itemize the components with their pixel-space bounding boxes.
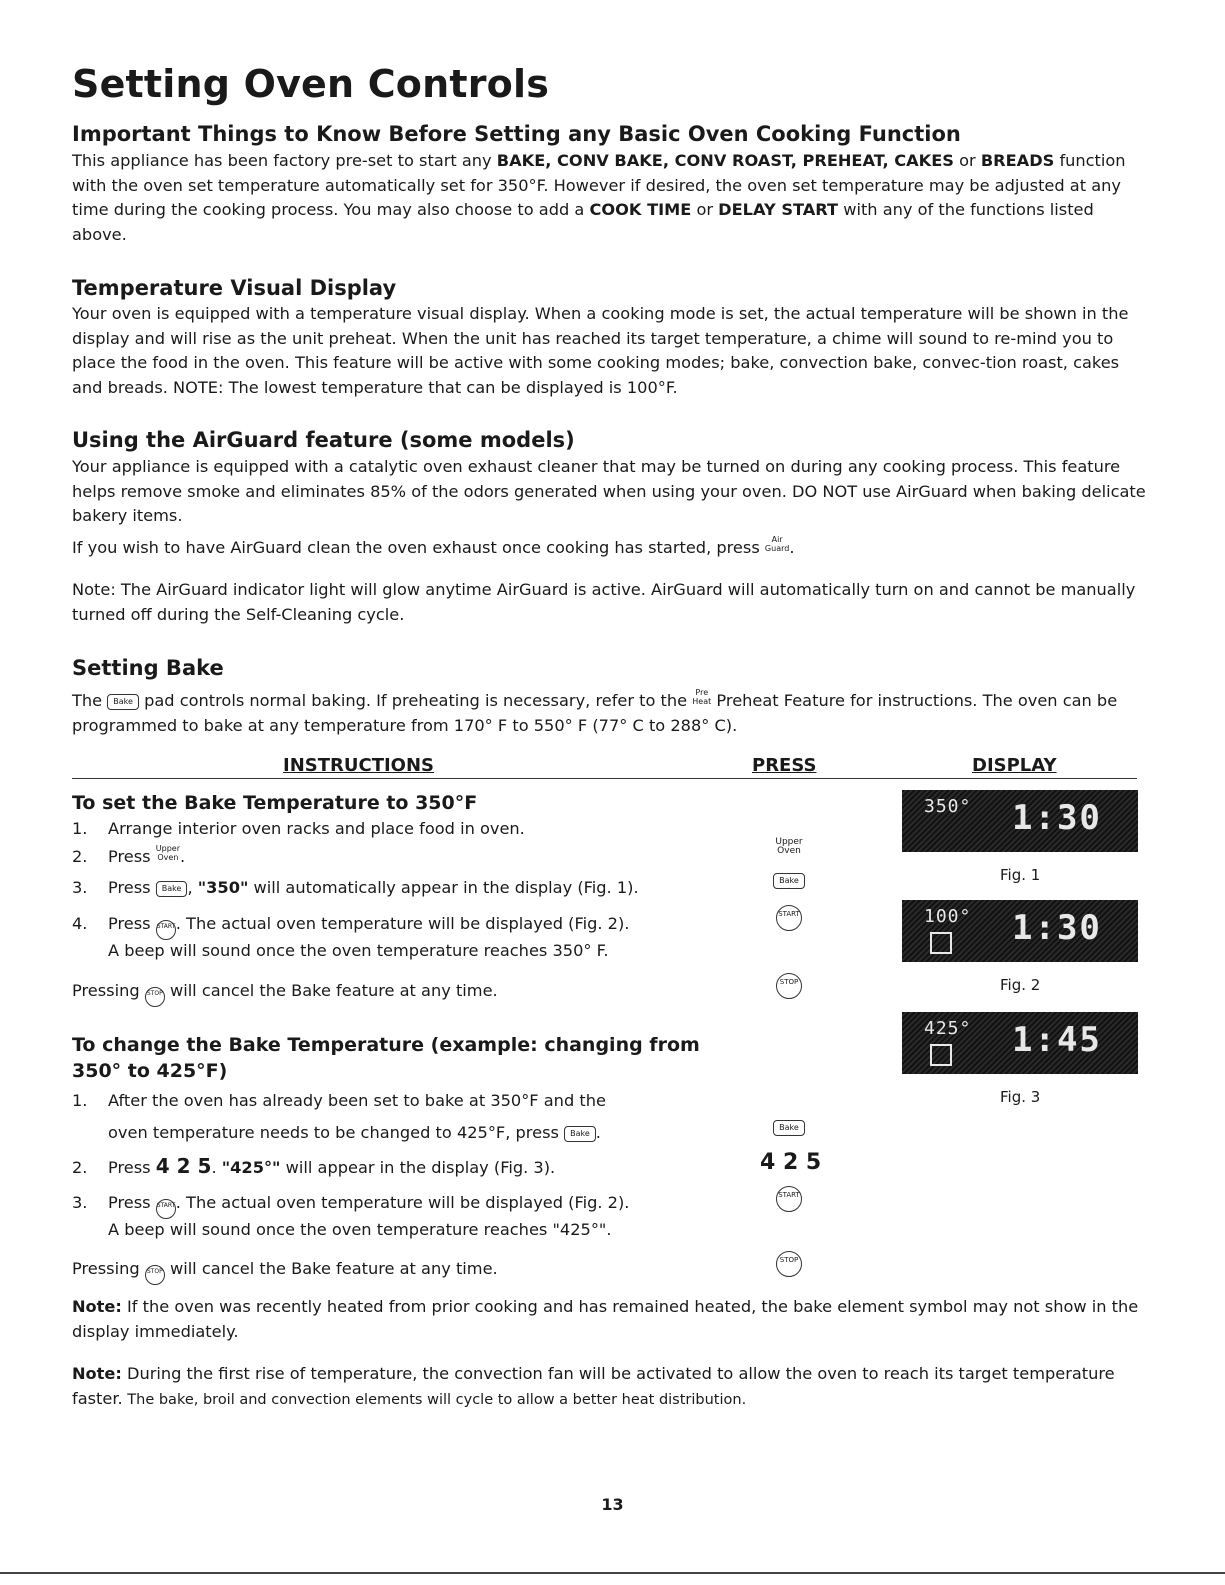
press-bake-1 — [772, 870, 806, 889]
divider — [72, 778, 1137, 779]
column-instructions: INSTRUCTIONS — [283, 755, 434, 776]
page-title: Setting Oven Controls — [72, 62, 550, 106]
start-key-icon: START — [776, 905, 802, 931]
bake-key-icon: Bake — [107, 694, 139, 710]
change-step-3-line2: A beep will sound once the oven temperature reaches "425°". — [108, 1220, 612, 1239]
set-cancel: Pressing STOP will cancel the Bake feature at any time. — [72, 980, 498, 1007]
display-temperature: 350° — [924, 796, 972, 817]
oven-symbol-icon — [930, 1044, 952, 1066]
stop-key-icon: STOP — [145, 987, 165, 1007]
paragraph-airguard-note: Note: The AirGuard indicator light will glow anytime AirGuard is active. AirGuard will automatically turn on and cannot be manually turned off during the Self-Cleaning cycle. — [72, 580, 1136, 624]
fig-3-caption: Fig. 3 — [1000, 1088, 1041, 1106]
page-bottom-border — [0, 1572, 1225, 1574]
press-stop-2 — [772, 1248, 806, 1277]
section-heading-airguard: Using the AirGuard feature (some models) — [72, 428, 575, 452]
paragraph-important: This appliance has been factory pre-set to start any BAKE, CONV BAKE, CONV ROAST, PREHEAT, CAKES or BREADS function with the oven set temperature automatically set for 350°F. However if desired, the oven set temperature may be adjusted at any time during the cooking process. You may also choose to add a COOK TIME or DELAY START with any of the functions listed above. — [72, 151, 1126, 244]
display-fig-1 — [902, 790, 1138, 852]
paragraph-temperature-display: Your oven is equipped with a temperature visual display. When a cooking mode is set, the actual temperature will be shown in the display and will rise as the unit preheat. When the unit has reached its target temperature, a chime will sound to re-mind you to place the food in the oven. This feature will be active with some cooking modes; bake, convection bake, convec-tion roast, cakes and breads. NOTE: The lowest temperature that can be displayed is 100°F. — [72, 304, 1129, 397]
bake-key-icon: Bake — [773, 873, 805, 889]
set-step-4-line2: A beep will sound once the oven temperature reaches 350° F. — [108, 941, 609, 960]
change-step-1-line2: oven temperature needs to be changed to 425°F, press Bake . — [108, 1123, 601, 1142]
display-temperature: 425° — [924, 1018, 972, 1039]
display-time: 1:30 — [1012, 908, 1102, 948]
note-1: Note: If the oven was recently heated from prior cooking and has remained heated, the bake element symbol may not show in the display immediately. — [72, 1297, 1139, 1341]
bake-key-icon: Bake — [773, 1120, 805, 1136]
start-key-icon: START — [156, 1199, 176, 1219]
set-step-2: 2. Press Upper Oven. — [72, 844, 186, 866]
preheat-key: Pre Heat — [692, 688, 712, 706]
paragraph-airguard-1: Your appliance is equipped with a catalytic oven exhaust cleaner that may be turned on during any cooking process. This feature helps remove smoke and eliminates 85% of the odors generated when using your oven. DO NOT use AirGuard when baking delicate bakery items. — [72, 457, 1146, 525]
change-cancel: Pressing STOP will cancel the Bake feature at any time. — [72, 1258, 498, 1285]
set-step-1: 1. Arrange interior oven racks and place food in oven. — [72, 819, 525, 838]
set-temp-heading: To set the Bake Temperature to 350°F — [72, 792, 478, 814]
airguard-key: Air Guard — [764, 535, 790, 553]
start-key-icon: START — [156, 920, 176, 940]
paragraph-airguard-2: If you wish to have AirGuard clean the oven exhaust once cooking has started, press Air Guard. — [72, 535, 795, 557]
paragraph-setting-bake: The Bake pad controls normal baking. If preheating is necessary, refer to the Pre Heat Preheat Feature for instructions. The oven can be programmed to bake at any temperature from 170° F to 550° F (77° C to 288° C). — [72, 688, 1118, 735]
display-fig-2 — [902, 900, 1138, 962]
set-step-3: 3. Press Bake , "350" will automatically appear in the display (Fig. 1). — [72, 878, 639, 897]
press-stop-1 — [772, 970, 806, 999]
display-time: 1:45 — [1012, 1020, 1102, 1060]
stop-key-icon: STOP — [145, 1265, 165, 1285]
upper-oven-key: Upper Oven — [155, 844, 180, 862]
change-temp-heading-1: To change the Bake Temperature (example: changing from — [72, 1034, 700, 1056]
change-step-3: 3. Press START. The actual oven temperature will be displayed (Fig. 2). — [72, 1192, 629, 1219]
stop-key-icon: STOP — [776, 1251, 802, 1277]
bake-key-icon: Bake — [564, 1126, 596, 1142]
oven-symbol-icon — [930, 932, 952, 954]
display-temperature: 100° — [924, 906, 972, 927]
note-2: Note: During the first rise of temperature, the convection fan will be activated to allow the oven to reach its target temperature faster. The bake, broil and convection elements will cycle to allow a better heat distribution. — [72, 1364, 1115, 1408]
change-step-1: 1. After the oven has already been set to bake at 350°F and the — [72, 1091, 606, 1110]
fig-2-caption: Fig. 2 — [1000, 976, 1041, 994]
press-upper-oven: Upper Oven — [775, 837, 803, 856]
start-key-icon: START — [776, 1186, 802, 1212]
fig-1-caption: Fig. 1 — [1000, 866, 1041, 884]
change-step-2: 2. Press 4 2 5. "425°" will appear in the display (Fig. 3). — [72, 1154, 556, 1178]
change-temp-heading-2: 350° to 425°F) — [72, 1060, 228, 1082]
press-bake-2 — [772, 1117, 806, 1136]
section-heading-setting-bake: Setting Bake — [72, 656, 224, 680]
press-digits: 4 2 5 — [760, 1150, 822, 1175]
display-time: 1:30 — [1012, 798, 1102, 838]
section-heading-temperature-display: Temperature Visual Display — [72, 276, 397, 300]
display-fig-3 — [902, 1012, 1138, 1074]
column-display: DISPLAY — [972, 755, 1057, 776]
bake-key-icon: Bake — [156, 881, 188, 897]
section-heading-important: Important Things to Know Before Setting any Basic Oven Cooking Function — [72, 122, 961, 146]
page-number: 13 — [601, 1495, 624, 1514]
set-step-4: 4. Press START. The actual oven temperature will be displayed (Fig. 2). — [72, 913, 629, 940]
column-press: PRESS — [752, 755, 817, 776]
press-start-1 — [772, 902, 806, 931]
stop-key-icon: STOP — [776, 973, 802, 999]
press-start-2 — [772, 1183, 806, 1212]
